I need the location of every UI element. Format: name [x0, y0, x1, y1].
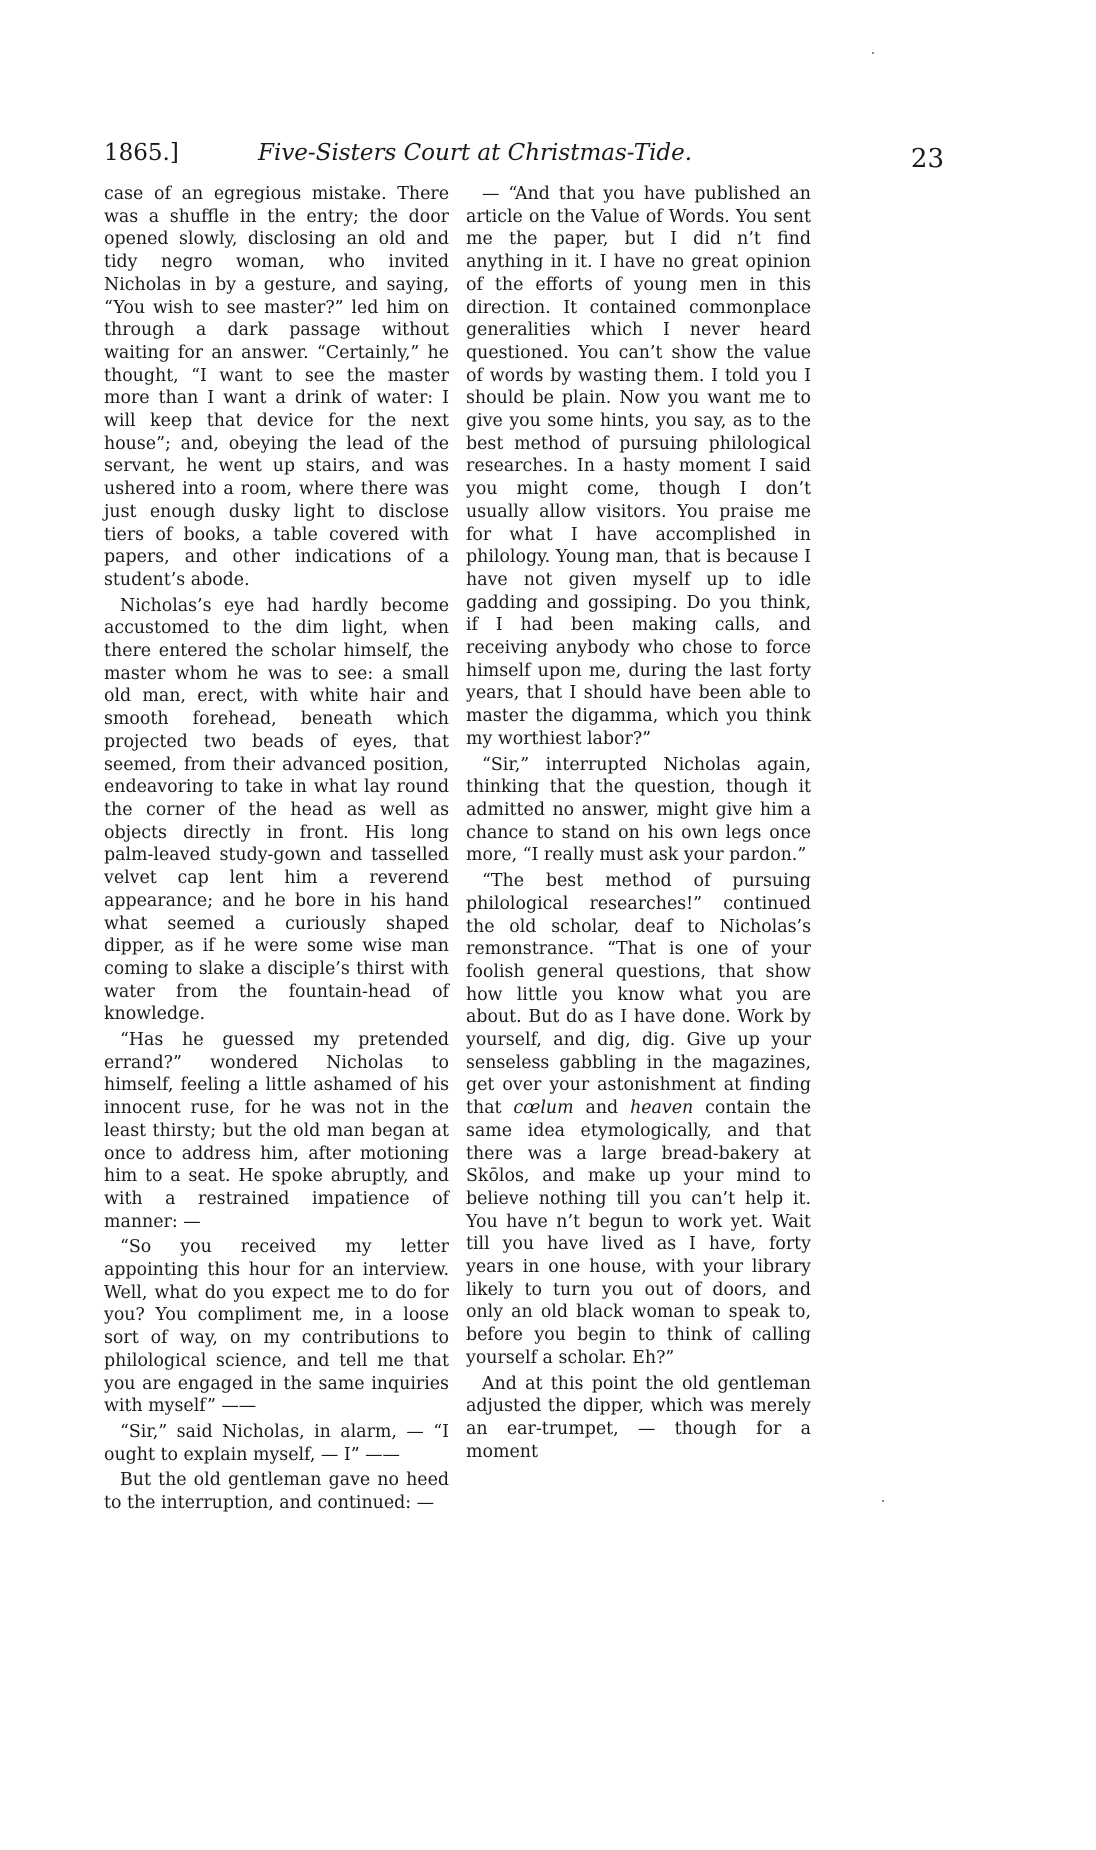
left-column: [104, 183, 449, 1515]
paragraph: “So you received my letter appointing this hour for an interview. Well, what do you expect me to do for you? You compliment me, in a loose sort of way, on my contributions to philological science, and tell me that you are engaged in the same inquiries with myself” ——: [104, 1237, 449, 1417]
italic-word: heaven: [630, 1098, 694, 1119]
running-title: Five-Sisters Court at Christmas-Tide.: [258, 140, 693, 166]
scan-speck: [872, 52, 874, 54]
header-year: 1865.]: [104, 140, 179, 166]
paragraph: And at this point the old gentleman adjusted the dipper, which was merely an ear-trumpet, — though for a moment: [466, 1373, 811, 1462]
paragraph: Nicholas’s eye had hardly become accustomed to the dim light, when there entered the scholar himself, the master whom he was to see: a small old man, erect, with white hair and smooth forehead, beneath which projected two beads of eyes, that seemed, from their advanced position, endeavoring to take in what lay round the corner of the head as well as objects directly in front. His long palm-leaved study-gown and tasselled velvet cap lent him a reverend appearance; and he bore in his hand what seemed a curiously shaped dipper, as if he were some wise man coming to slake a disciple’s thirst with water from the fountain-head of knowledge.: [104, 595, 449, 1025]
paragraph: — “And that you have published an article on the Value of Words. You sent me the paper, but I did n’t find anything in it. I have no great opinion of the efforts of young men in this direction. It contained commonplace generalities which I never heard questioned. You can’t show the value of words by wasting them. I told you I should be plain. Now you want me to give you some hints, you say, as to the best method of pursuing philological researches. In a hasty moment I said you might come, though I don’t usually allow visitors. You praise me for what I have accomplished in philology. Young man, that is because I have not given myself up to idle gadding and gossiping. Do you think, if I had been making calls, and receiving anybody who chose to force himself upon me, during the last forty years, that I should have been able to master the digamma, which you think my worthiest labor?”: [466, 184, 811, 749]
paragraph: “Sir,” interrupted Nicholas again, thinking that the question, though it admitted no answer, might give him a chance to stand on his own legs once more, “I really must ask your pardon.”: [466, 754, 811, 866]
right-column: [466, 183, 811, 1463]
running-header: [104, 140, 944, 180]
scan-speck: [882, 1500, 884, 1502]
paragraph: [466, 870, 811, 1369]
text-run: and: [573, 1098, 631, 1119]
paragraph: case of an egregious mistake. There was a shuffle in the entry; the door opened slowly, disclosing an old and tidy negro woman, who invited Nicholas in by a gesture, and saying, “You wish to see master?” led him on through a dark passage without waiting for an answer. “Certainly,” he thought, “I want to see the master more than I want a drink of water: I will keep that device for the next house”; and, obeying the lead of the servant, he went up stairs, and was ushered into a room, where there was just enough dusky light to disclose tiers of books, a table covered with papers, and other indications of a student’s abode.: [104, 184, 449, 590]
paragraph: But the old gentleman gave no heed to the interruption, and continued: —: [104, 1470, 449, 1514]
paragraph: “Has he guessed my pretended errand?” wondered Nicholas to himself, feeling a little ashamed of his innocent ruse, for he was not in the least thirsty; but the old man began at once to address him, after motioning him to a seat. He spoke abruptly, and with a restrained impatience of manner: —: [104, 1030, 449, 1232]
text-run: “The best method of pursuing philological researches!” continued the old scholar, deaf to Nicholas’s remonstrance. “That is one of your foolish general questions, that show how little you know what you are about. But do as I have done. Work by yourself, and dig, dig. Give up your senseless gabbling in the magazines, get over your astonishment at finding that: [466, 871, 811, 1119]
paragraph: “Sir,” said Nicholas, in alarm, — “I ought to explain myself, — I” ——: [104, 1421, 449, 1465]
italic-word: cœlum: [513, 1098, 574, 1119]
page-number: 23: [910, 144, 944, 174]
text-run: contain the same idea etymologically, and that there was a large bread-bakery at Skōlos, and make up your mind to believe nothing till you can’t help it. You have n’t begun to work yet. Wait till you have lived as I have, forty years in one house, with your library likely to turn you out of doors, and only an old black woman to speak to, before you begin to think of calling yourself a scholar. Eh?”: [466, 1098, 811, 1368]
